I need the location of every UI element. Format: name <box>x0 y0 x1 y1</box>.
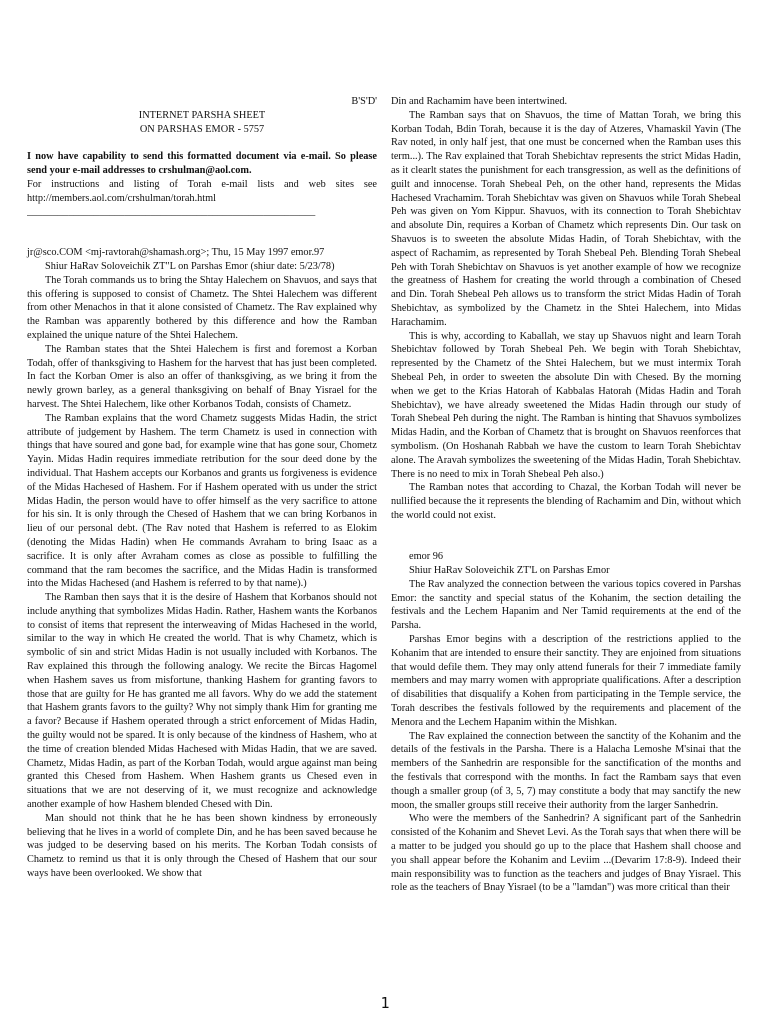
instructions-text: For instructions and listing of Torah e-mail lists and web sites see http://members.aol.com/crshulman/torah.html <box>27 178 377 204</box>
article1-byline: Shiur HaRav Soloveichik ZT"L on Parshas Emor (shiur date: 5/23/78) <box>45 260 335 272</box>
separator-rule: ________________________________________________________ <box>27 206 316 218</box>
article2-paragraph: The Rav analyzed the connection between the various topics covered in Parshas Emor: the sanctity and special status of the Kohanim, the section detailing the festivals and the Lechem Hapanim and Ner Tamid requirements at the end of the Parsha. <box>391 578 741 632</box>
article2-paragraph: Parshas Emor begins with a description of the restrictions applied to the Kohanim that are intended to ensure their sanctity. They are enjoined from situations that would defile them. They may only attend funerals for their 7 immediate family members and may marry women with appropriate qualifications. After a description of disabilities that disqualify a Kohen from participating in the Temple service, the Torah describes the festivals followed by the requirements and placement of the Menora and the Lechem Hapanim within the Mishkan. <box>391 634 741 728</box>
article1-continuation: Din and Rachamim have been intertwined. <box>391 96 568 107</box>
article1-paragraph: The Ramban explains that the word Chametz suggests Midas Hadin, the strict attribute of judgement by Hashem. The term Chametz is used in connection with things that have soured and gone bad, for example wine that has gone sour, Chometz Yayin. Midas Hadin requires immediate retribution for the sour deed done by the individual. That Hashem accepts our Korbanos and grants us forgiveness is evidence of the Midas Hachesed of Hashem. For if Hashem operated with us under the strict Midas Hadin, the person would have to offer himself as the very sacrifice to attone for his sin. It is only through the Chesed of Hashem that we can bring Korbanos in lieu of our personal debt. (The Rav noted that Hashem is referred to as Elokim (denoting the Midas Hadin) when He commands Avraham to bring Isaac as a sacrifice. It is only after Avraham comes as close as possible to fulfilling the command that the ram becomes the sacrifice, and the Midas Hadin is transformed into the Midas Hachesed (and Hashem is referred to by that name).) <box>27 412 377 590</box>
article1-paragraph: The Torah commands us to bring the Shtay Halechem on Shavuos, and says that this offering is supposed to consist of Chametz. The Shtei Halechem was different from other Menachos in that it alone consisted of Chametz. The Rav explained why the Ramban was apparently bothered by this difference and how the Ramban explained the unique nature of the Shtei Halechem. <box>27 274 377 341</box>
article1-paragraph: Man should not think that he he has been shown kindness by erroneously believing that he lives in a world of complete Din, and he has been saved because he was judged to be deserving based on his merits. The Korban Todah consists of Chametz to remind us that it is only through the Chesed of Hashem that our sour ways have been overlooked. We show that <box>27 812 377 880</box>
article1-paragraph: The Ramban notes that according to Chazal, the Korban Todah will never be nullified because the it represents the blending of Rachamim and Din, without which the world could not exist. <box>391 482 741 521</box>
article1-paragraph: This is why, according to Kaballah, we stay up Shavuos night and learn Torah Shebichtav followed by Torah Shebeal Peh. We begin with Torah Shebichtav, represented by the Chametz of the Shtei Halechem, but we must intermix Torah Shebeal Peh, in order to sweeten the absolute Din with Chesed. By the morning when we get to the Krias Hatorah of Kabbalas Hatorah (Midas Hadin and Torah Shebichtav), we have already sweetened the Midas Hadin through our study of Torah Shebeal Peh during the night. The Ramban is hinting that Shavuos symbolizes Midas Hadin, and the Korban of Chametz that is brought on Shavuos reenforces that symbolism. (On Hoshanah Rabbah we have the custom to learn Torah Shebichtav alone. The Aravah symbolizes the sweetening of the Midas Hadin, Torah Shebichtav. There is no need to mix in Torah Shebeal Peh also.) <box>391 330 741 480</box>
article2-byline: Shiur HaRav Soloveichik ZT'L on Parshas Emor <box>409 565 610 577</box>
sheet-title: INTERNET PARSHA SHEET <box>138 109 266 121</box>
right-column <box>391 95 741 895</box>
article1-paragraph: The Ramban states that the Shtei Halechem is first and foremost a Korban Todah, offer of thanksgiving to Hashem for the harvest that has just been completed. In fact the Korban Omer is also an offer of thanksgiving, as we bring it from the newly grown barley, as a general thanksgiving on behalf of Bnay Yisrael for the harvest. The Shtei Halechem, like other Korbanos Todah, consists of Chametz. <box>27 343 377 410</box>
parsha-title: ON PARSHAS EMOR - 5757 <box>139 123 265 135</box>
article2-meta: emor 96 <box>409 551 444 563</box>
left-column <box>27 95 377 881</box>
email-notice: I now have capability to send this formatted document via e-mail. So please send your e-mail addresses to crshulman@aol.com. <box>27 151 377 176</box>
article1-paragraph: The Ramban then says that it is the desire of Hashem that Korbanos should not include anything that symbolizes Midas Hadin. Rather, Hashem wants the Korbanos to consist of items that represent the interweaving of Midas Hachesed in the world, similar to the way in which He created the world. That is why Chametz, which is symbolic of sin and strict Midas Hadin is not usually included with Korbanos. The Rav explained this through the following analogy. We recite the Bircas Hagomel when Hashem saves us from misfortune, thanking Hashem for granting favors to those that are guilty for He has granted me all favors. Why do we add the statement that Hashem grants favors to the guilty? Why not simply thank Him for granting me a favor? Because if Hashem operated through a strict enforcement of Midas Hadin, the guilty would not be spared. It is only because of the kindness of Hashem, who at the time of creation blended Midas Hachesed with Midas Hadin, that we are saved. Chametz, Midas Hadin, as part of the Korban Todah, would argue against man being granted this Chesed from Hashem. When Hashem grants us Chesed even in situations that we are not deserving of it, we must recognize and acknowledge another example of how Hashem blended Chesed with Din. <box>27 592 377 811</box>
article2-paragraph: The Rav explained the connection between the sanctity of the Kohanim and the details of the festivals in the Parsha. There is a Halacha Lemoshe M'sinai that the members of the Sanhedrin are responsible for the sanctification of the months and the festivals that correspond with the months. In fact the Rambam says that even though a smaller group (of 3, 5, 7) may constitute a body that may sanctify the new moon, the smaller groups still receive their authority from the larger Sanhedrin. <box>391 730 741 811</box>
bsd-mark: B'S'D' <box>351 96 377 107</box>
article1-meta: jr@sco.COM <mj-ravtorah@shamash.org>; Thu, 15 May 1997 emor.97 <box>27 247 325 259</box>
article1-paragraph: The Ramban says that on Shavuos, the time of Mattan Torah, we bring this Korban Todah, Bdin Torah, because it is the day of Atzeres, Vhamaskil Yavin (The Rav noted, in only half jest, that one must be concerned when the Ramban uses this term...). The Rav explained that Torah Shebichtav represents the strict Midas Hadin, as it clearlt states the punishment for each transgression, as well as the definitions of guilt and innocense. Torah Shebeal Peh, on the other hand, represents the Midas Hachesed Vrachamim. Torah Shebichtav was given on Shavuos while Torah Shebeal Peh was given on Yom Kippur. Shavuos, with its connection to Torah Shebichtav and absolute Din, requires a Korban of Chametz which represents Din. Our task on Shavuos is to sweeten the absolute Midas Hadin, of Torah Shebichtav, with the aspect of Rachamim, as represented by Torah Shebeal Peh. Blending Torah Shebeal Peh with Torah Shebichtav on Shavuos is yet another example of how we recognize the greatness of Hashem for creating the world through a combination of Chesed and Din. Torah Shebeal Peh allows us to transform the strict Midas Hadin of Torah Shebichtav, as symbolized by the Chametz in the Shtei Halechem, into Midas Harachamim. <box>391 109 741 328</box>
page-number: 1 <box>380 994 390 1012</box>
article2-paragraph: Who were the members of the Sanhedrin? A significant part of the Sanhedrin consisted of the Kohanim and Shevet Levi. As the Torah says that when there will be a matter to be judged you should go up to the place that Hashem shall choose and you shall appear before the Kohanim and Leviim ...(Devarim 17:8-9). Indeed their main responsibility was to function as the teachers and judges of Bnay Yisrael. This role as the teachers of Bnay Yisrael (to be a "lamdan") was more critical than their <box>391 813 741 894</box>
